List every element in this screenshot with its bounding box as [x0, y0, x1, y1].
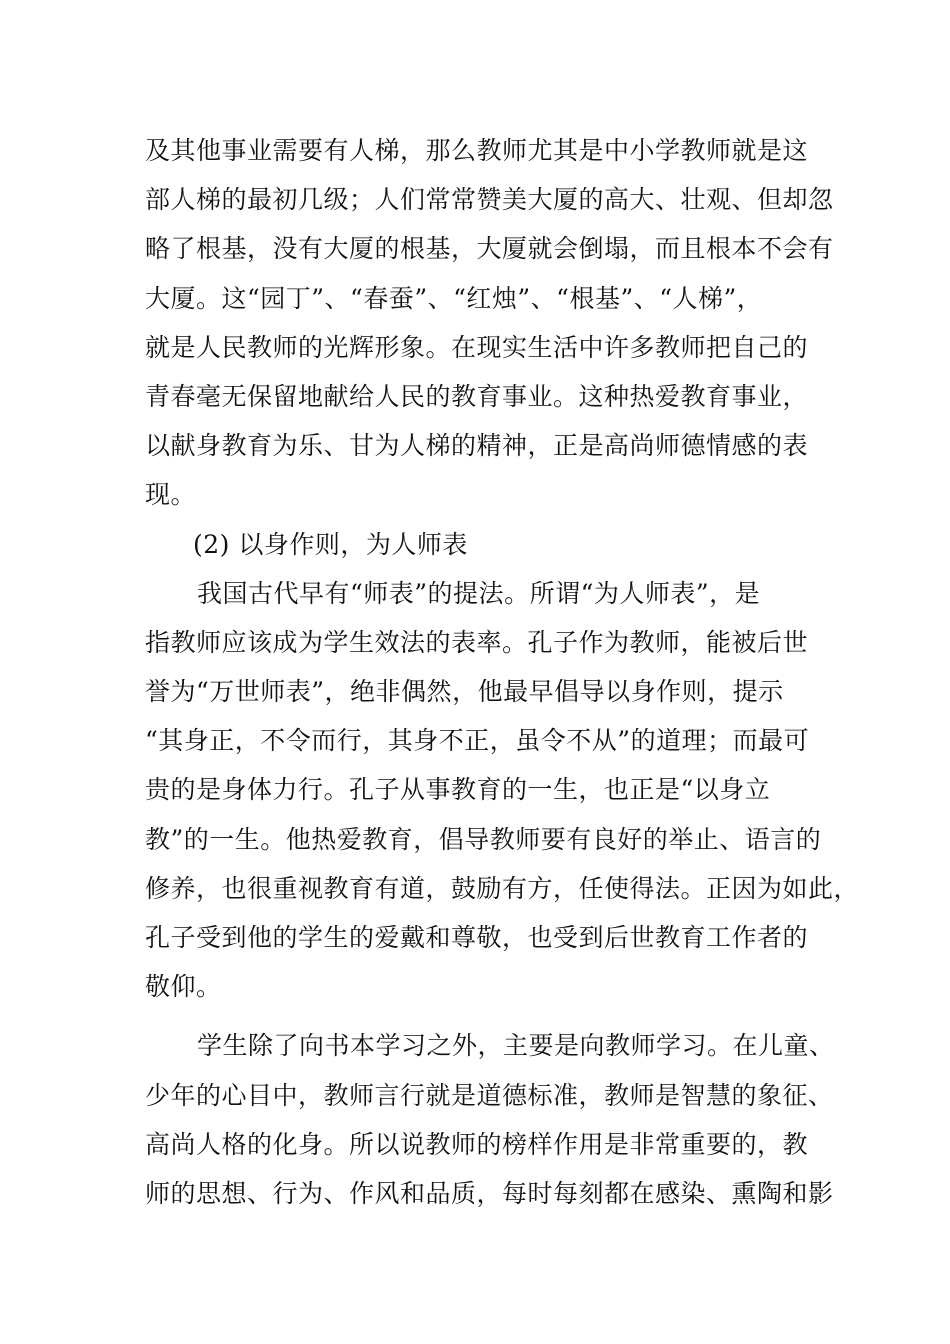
paragraph-line: 少年的心目中，教师言行就是道德标准，教师是智慧的象征、	[145, 1080, 834, 1110]
paragraph-line: 贵的是身体力行。孔子从事教育的一生，也正是“以身立	[145, 775, 771, 805]
document-body	[145, 126, 860, 1218]
paragraph-line: 修养，也很重视教育有道，鼓励有方，任使得法。正因为如此，	[145, 873, 860, 903]
paragraph-line: 敬仰。	[145, 972, 222, 1002]
paragraph-1	[145, 126, 834, 520]
paragraph-line: 师的思想、行为、作风和品质，每时每刻都在感染、熏陶和影	[145, 1178, 834, 1208]
paragraph-line: 及其他事业需要有人梯，那么教师尤其是中小学教师就是这	[145, 136, 809, 165]
paragraph-line: 学生除了向书本学习之外，主要是向教师学习。在儿童、	[197, 1031, 835, 1061]
paragraph-line: “其身正，不令而行，其身不正，虽令不从”的道理；而最可	[145, 726, 810, 756]
paragraph-line: 誉为“万世师表”，绝非偶然，他最早倡导以身作则，提示	[145, 677, 784, 707]
paragraph-line: 青春毫无保留地献给人民的教育事业。这种热爱教育事业，	[145, 381, 809, 411]
paragraph-line: 我国古代早有“师表”的提法。所谓“为人师表”，是	[197, 578, 761, 608]
paragraph-3	[145, 1021, 835, 1218]
section-heading: (2) 以身作则，为人师表	[193, 529, 468, 559]
paragraph-line: 略了根基，没有大厦的根基，大厦就会倒塌，而且根本不会有	[145, 234, 834, 264]
paragraph-line: 现。	[145, 480, 197, 510]
paragraph-line: 部人梯的最初几级；人们常常赞美大厦的高大、壮观、但却忽	[145, 185, 834, 215]
paragraph-line: 高尚人格的化身。所以说教师的榜样作用是非常重要的，教	[145, 1129, 809, 1159]
paragraph-line: 孔子受到他的学生的爱戴和尊敬，也受到后世教育工作者的	[145, 923, 809, 952]
paragraph-line: 以献身教育为乐、甘为人梯的精神，正是高尚师德情感的表	[145, 431, 809, 461]
paragraph-line: 指教师应该成为学生效法的表率。孔子作为教师，能被后世	[145, 627, 809, 657]
paragraph-spacer	[145, 1011, 825, 1021]
paragraph-2	[145, 569, 860, 1012]
paragraph-line: 就是人民教师的光辉形象。在现实生活中许多教师把自己的	[145, 332, 809, 362]
paragraph-line: 教”的一生。他热爱教育，倡导教师要有良好的举止、语言的	[145, 824, 822, 854]
paragraph-line: 大厦。这“园丁”、“春蚕”、“红烛”、“根基”、“人梯”，	[145, 283, 763, 313]
